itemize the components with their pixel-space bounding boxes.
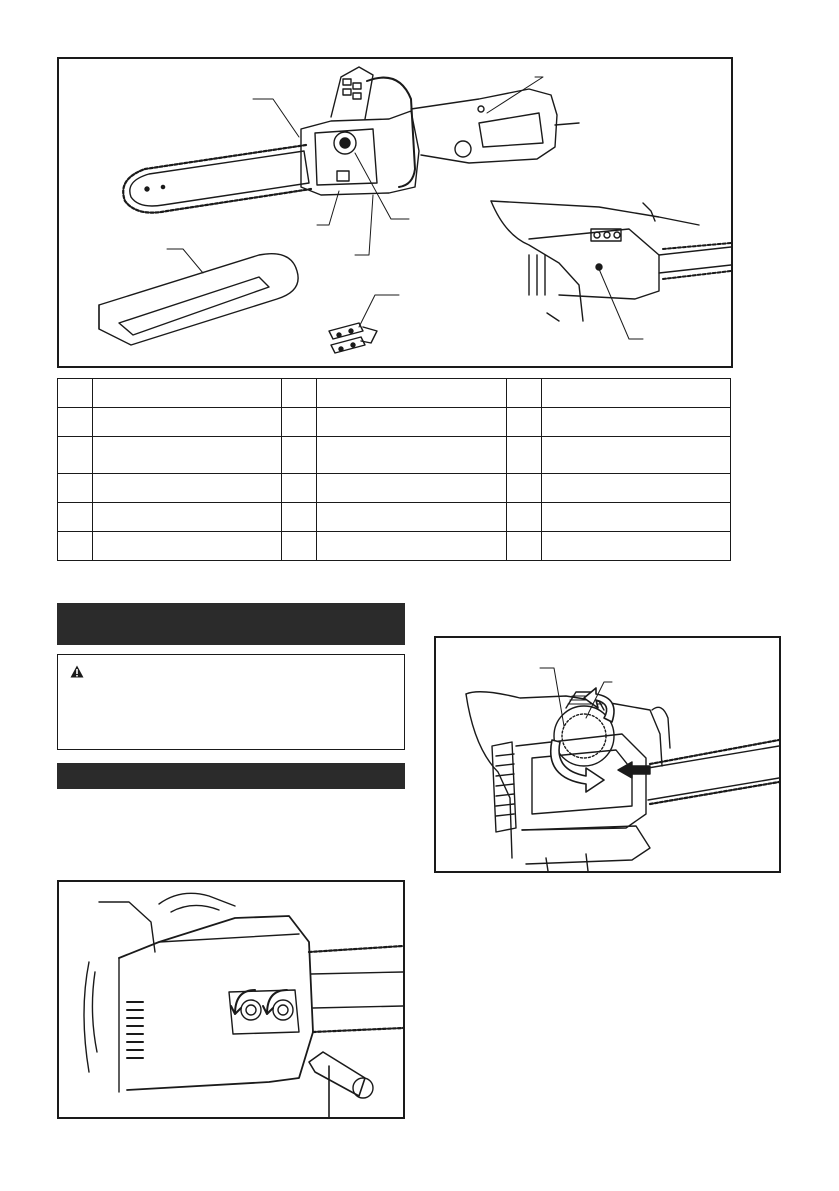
leader-line	[355, 195, 373, 255]
table-cell	[506, 474, 541, 503]
table-cell	[93, 408, 282, 437]
table-cell	[93, 379, 282, 408]
parts-table	[57, 378, 731, 561]
leader-line	[487, 77, 543, 113]
table-cell	[317, 474, 506, 503]
cover-nut	[273, 1000, 293, 1020]
table-cell	[58, 408, 93, 437]
table-cell	[541, 437, 730, 474]
table-cell	[93, 474, 282, 503]
inset-top-view	[491, 201, 731, 321]
table-cell	[541, 474, 730, 503]
front-handle	[367, 78, 415, 187]
saw-chain	[123, 145, 311, 213]
table-cell	[317, 437, 506, 474]
leader-line	[253, 99, 299, 137]
table-row	[58, 437, 731, 474]
rotate-arrow-icon	[551, 740, 604, 792]
table-cell	[506, 379, 541, 408]
figure-parts-overview	[57, 57, 733, 368]
figure-sprocket-cover-nuts	[57, 880, 405, 1119]
tension-lever-drawing	[436, 638, 779, 871]
table-cell	[282, 474, 317, 503]
front-hand-guard	[331, 67, 373, 119]
table-cell	[541, 503, 730, 532]
table-cell	[282, 437, 317, 474]
table-cell	[506, 503, 541, 532]
table-row	[58, 408, 731, 437]
table-cell	[282, 503, 317, 532]
rotate-arrow-icon	[231, 990, 255, 1014]
motor-housing	[301, 111, 419, 195]
table-cell	[506, 532, 541, 561]
table-cell	[506, 408, 541, 437]
leader-line	[317, 191, 339, 225]
socket-wrench	[309, 1052, 365, 1096]
chain-links	[329, 323, 377, 353]
cover-nut	[241, 1000, 261, 1020]
table-cell	[93, 437, 282, 474]
table-cell	[541, 532, 730, 561]
table-row	[58, 379, 731, 408]
sprocket-cover	[119, 916, 313, 1090]
rotate-arrow-icon	[263, 990, 287, 1014]
warning-triangle-icon	[70, 665, 84, 683]
table-cell	[58, 379, 93, 408]
table-cell	[58, 437, 93, 474]
table-row	[58, 532, 731, 561]
chainsaw-overview-drawing	[59, 59, 731, 366]
table-cell	[93, 503, 282, 532]
table-cell	[317, 532, 506, 561]
subsection-heading-bar	[57, 763, 405, 789]
table-cell	[93, 532, 282, 561]
table-cell	[282, 408, 317, 437]
table-cell	[58, 503, 93, 532]
push-arrow-icon	[618, 762, 650, 778]
table-cell	[58, 532, 93, 561]
table-cell	[58, 474, 93, 503]
table-row	[58, 474, 731, 503]
table-cell	[317, 379, 506, 408]
leader-line	[167, 249, 203, 273]
table-cell	[541, 408, 730, 437]
table-cell	[317, 408, 506, 437]
rear-handle	[411, 89, 557, 163]
warning-box	[57, 654, 405, 750]
table-cell	[317, 503, 506, 532]
table-cell	[282, 379, 317, 408]
table-row	[58, 503, 731, 532]
leader-line	[359, 295, 399, 327]
section-heading-bar	[57, 603, 405, 645]
cover-nuts-drawing	[59, 882, 403, 1117]
guide-bar	[130, 151, 309, 206]
figure-chain-tension-lever	[434, 636, 781, 873]
leader-line	[599, 269, 643, 339]
table-cell	[282, 532, 317, 561]
table-cell	[506, 437, 541, 474]
table-cell	[541, 379, 730, 408]
